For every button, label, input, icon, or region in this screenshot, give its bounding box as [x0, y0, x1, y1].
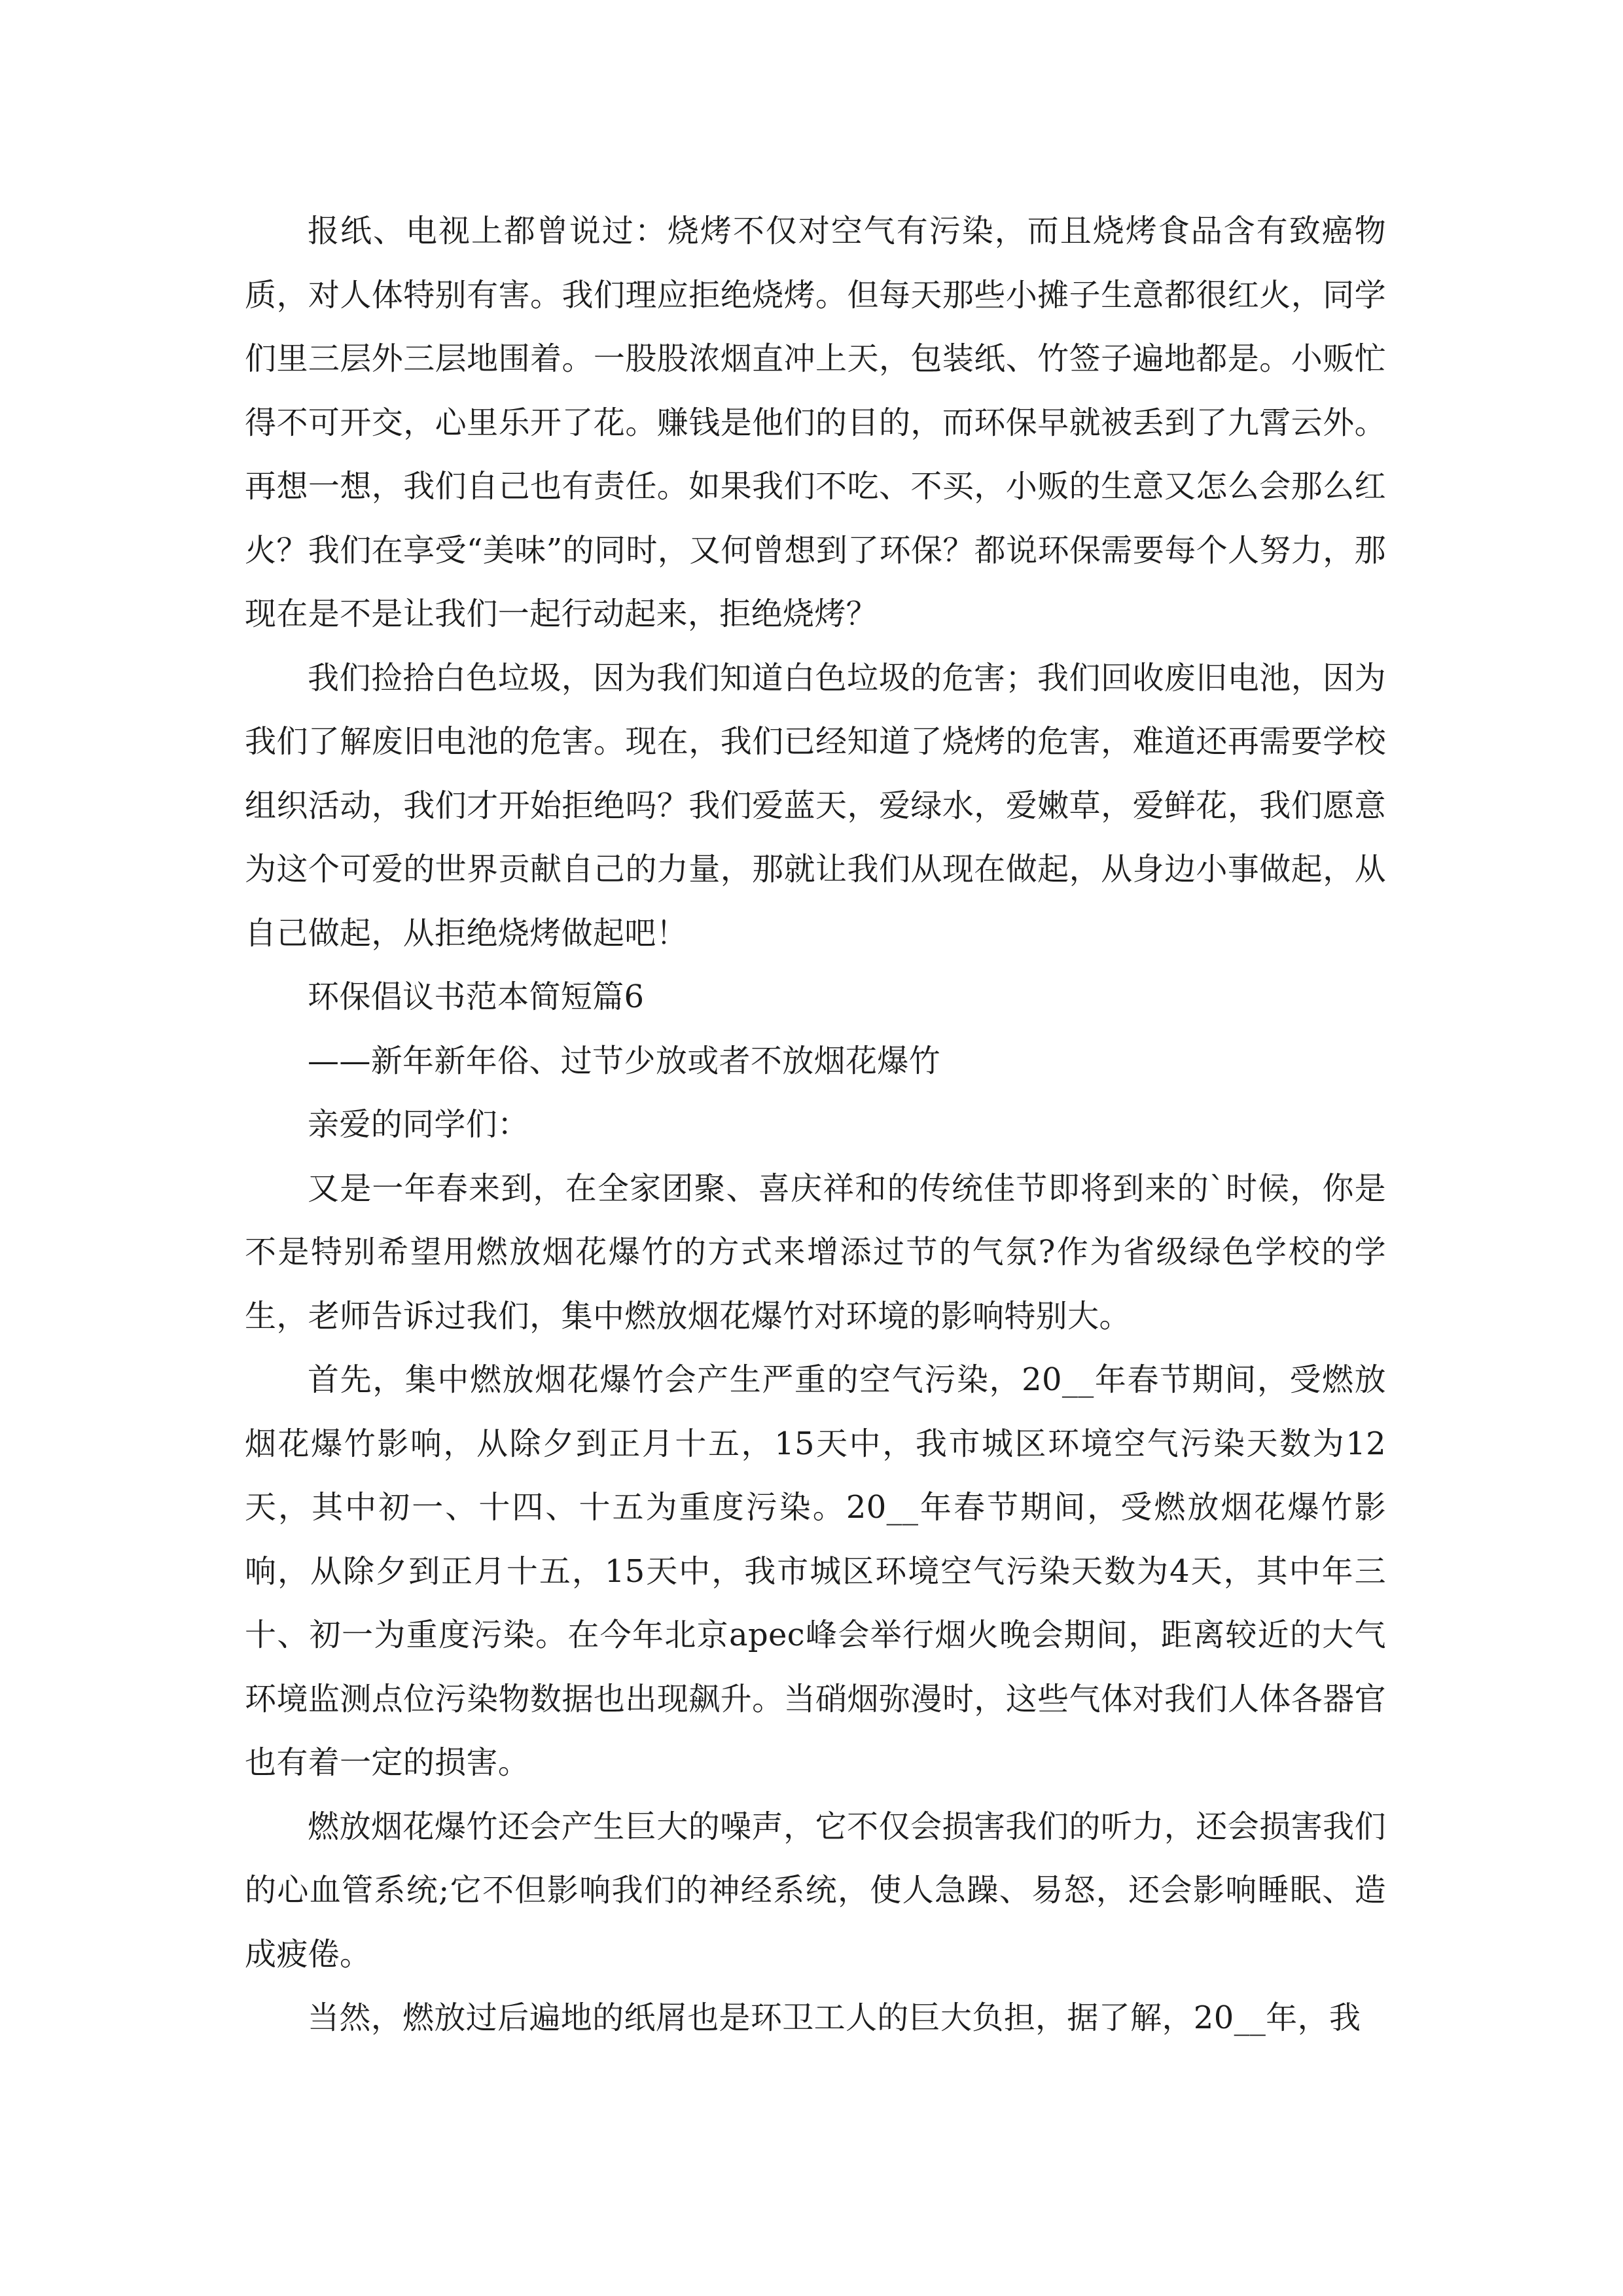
section-subtitle: ——新年新年俗、过节少放或者不放烟花爆竹 [308, 1042, 941, 1079]
paragraph-air-pollution: 首先，集中燃放烟花爆竹会产生严重的空气污染，20__年春节期间，受燃放烟花爆竹影响，从除夕到正月十五，15天中，我市城区环境空气污染天数为12天，其中初一、十四、十五为重度污染。20__年春节期间，受燃放烟花爆竹影响，从除夕到正月十五，15天中，我市城区环境空气污染天数为4天，其中年三十、初一为重度污染。在今年北京apec峰会举行烟火晚会期间，距离较近的大气环境监测点位污染物数据也出现飙升。当硝烟弥漫时，这些气体对我们人体各器官也有着一定的损害。 [245, 1361, 1386, 1781]
paragraph-refuse-barbecue: 我们捡拾白色垃圾，因为我们知道白色垃圾的危害；我们回收废旧电池，因为我们了解废旧电池的危害。现在，我们已经知道了烧烤的危害，难道还再需要学校组织活动，我们才开始拒绝吗？我们爱蓝天，爱绿水，爱嫩草，爱鲜花，我们愿意为这个可爱的世界贡献自己的力量，那就让我们从现在做起，从身边小事做起，从自己做起，从拒绝烧烤做起吧！ [245, 659, 1386, 952]
paragraph-litter: 当然，燃放过后遍地的纸屑也是环卫工人的巨大负担，据了解，20__年，我 [308, 2000, 1361, 2036]
paragraph-barbecue-harm: 报纸、电视上都曾说过：烧烤不仅对空气有污染，而且烧烤食品含有致癌物质，对人体特别有害。我们理应拒绝烧烤。但每天那些小摊子生意都很红火，同学们里三层外三层地围着。一股股浓烟直冲上天，包装纸、竹签子遍地都是。小贩忙得不可开交，心里乐开了花。赚钱是他们的目的，而环保早就被丢到了九霄云外。再想一想，我们自己也有责任。如果我们不吃、不买，小贩的生意又怎么会那么红火？我们在享受“美味”的同时，又何曾想到了环保？都说环保需要每个人努力，那现在是不是让我们一起行动起来，拒绝烧烤？ [245, 213, 1386, 632]
paragraph-noise: 燃放烟花爆竹还会产生巨大的噪声，它不仅会损害我们的听力，还会损害我们的心血管系统;它不但影响我们的神经系统，使人急躁、易怒，还会影响睡眠、造成疲倦。 [245, 1808, 1386, 1973]
salutation: 亲爱的同学们： [308, 1106, 529, 1143]
document-body [245, 200, 1386, 2051]
section-title: 环保倡议书范本简短篇6 [308, 978, 645, 1015]
paragraph-spring-festival: 又是一年春来到，在全家团聚、喜庆祥和的传统佳节即将到来的`时候，你是不是特别希望用燃放烟花爆竹的方式来增添过节的气氛?作为省级绿色学校的学生，老师告诉过我们，集中燃放烟花爆竹对环境的影响特别大。 [245, 1170, 1386, 1335]
